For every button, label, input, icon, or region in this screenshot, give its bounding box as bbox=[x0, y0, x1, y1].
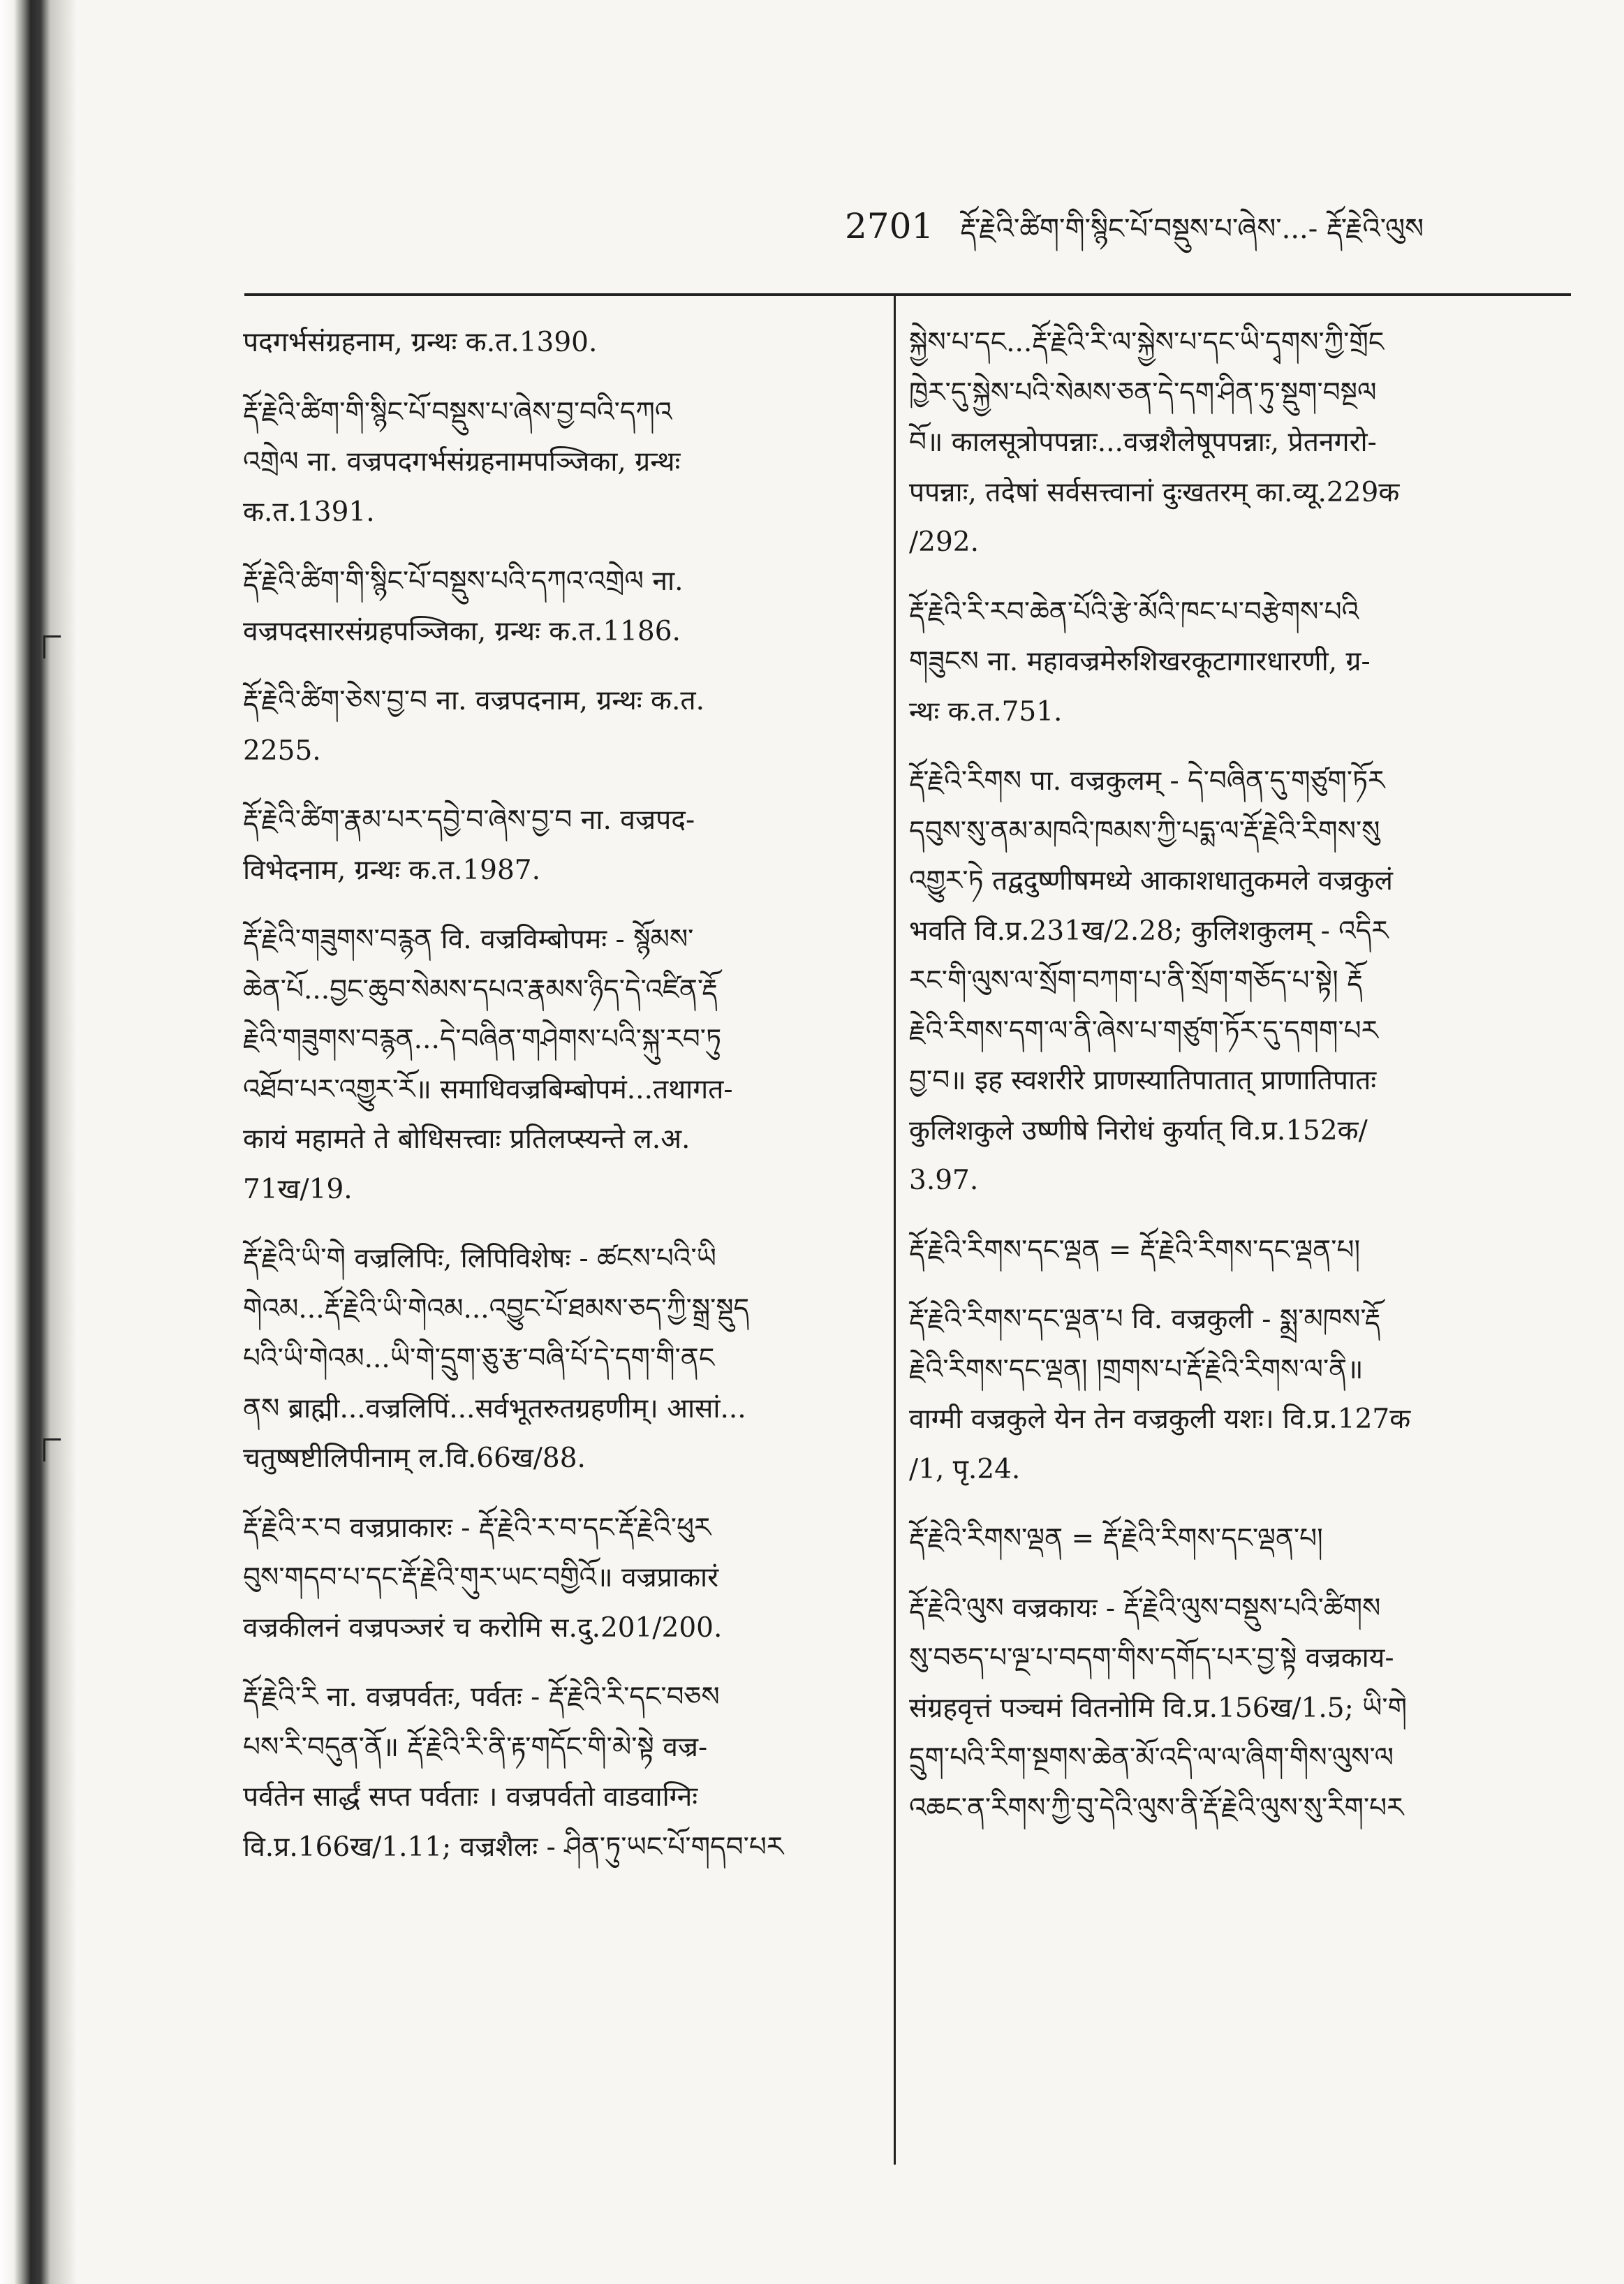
entry-line: རང་གི་ལུས་ལ་སྲོག་བཀག་པ་ནི་སྲོག་གཅོད་པ་སྟེ། རྡོ bbox=[909, 965, 1363, 996]
right-column bbox=[909, 318, 1572, 1852]
entry-line: རྗེའི་གཟུགས་བརྙན...དེ་བཞིན་གཤེགས་པའི་སྐུ་རབ་ཏུ bbox=[243, 1024, 722, 1055]
entry-line: པས་རི་བདུན་ནོ॥ རྡོ་རྗེའི་རི་ནི་རྟ་གདོང་གི་མེ་སྟེ वज्र- bbox=[243, 1731, 708, 1763]
entry-line: वि.प्र.166ख/1.11; वज्रशैलः - ཤིན་ཏུ་ཡང་པོ་གདབ་པར bbox=[243, 1831, 784, 1863]
entry-line: པའི་ཡི་གེའམ...ཡི་གེ་དྲུག་ཅུ་རྩ་བཞི་པོ་དེ་དག་གི་ནང bbox=[243, 1343, 715, 1374]
entry-line: རྡོ་རྗེའི་རི ना. वज्रपर्वतः, पर्वतः - རྡོ་རྗེའི་རི་དང་བཅས bbox=[243, 1681, 720, 1713]
entry-line: རྡོ་རྗེའི་ཚིག་རྣམ་པར་དབྱེ་བ་ཞེས་བྱ་བ ना. वज्रपद- bbox=[243, 804, 695, 836]
dictionary-entry bbox=[243, 318, 875, 368]
entry-line: བྱ་བ॥ इह स्वशरीरे प्राणस्यातिपातात् प्राणातिपातः bbox=[909, 1065, 1377, 1096]
dictionary-entry bbox=[909, 1225, 1572, 1276]
dictionary-entry bbox=[243, 388, 875, 538]
entry-line: वाग्मी वज्रकुले येन तेन वज्रकुली यशः। वि.प्र.127क bbox=[909, 1403, 1411, 1435]
running-title: རྡོ་རྗེའི་ཚིག་གི་སྙིང་པོ་བསྡུས་པ་ཞེས་...- རྡོ་རྗེའི་ལུས bbox=[960, 213, 1424, 245]
left-column bbox=[243, 318, 875, 1892]
entry-line: विभेदनाम, ग्रन्थः क.त.1987. bbox=[243, 854, 541, 886]
entry-line: རྡོ་རྗེའི་རིགས पा. वज्रकुलम् - དེ་བཞིན་དུ་གཙུག་ཏོར bbox=[909, 765, 1385, 797]
entry-line: རྗེའི་རིགས་དང་ལྡན། །གྲགས་པ་རྡོ་རྗེའི་རིགས་ལ་ནི॥ bbox=[909, 1353, 1364, 1385]
entry-line: རྡོ་རྗེའི་རིགས་དང་ལྡན = རྡོ་རྗེའི་རིགས་དང་ལྡན་པ། bbox=[909, 1234, 1361, 1266]
entry-line: 2255. bbox=[243, 735, 321, 767]
entry-line: སུ་བཅད་པ་ལྔ་པ་བདག་གིས་དགོད་པར་བྱ་སྟེ वज्रकाय- bbox=[909, 1642, 1394, 1674]
dictionary-entry bbox=[909, 756, 1572, 1206]
dictionary-entry bbox=[243, 915, 875, 1214]
entry-line: འགྱུར་ཏེ तद्वदुष्णीषमध्ये आकाशधातुकमले वज्रकुलं bbox=[909, 865, 1393, 897]
dictionary-entry bbox=[909, 1295, 1572, 1494]
binding-mark bbox=[43, 635, 61, 658]
entry-line: བུས་གདབ་པ་དང་རྡོ་རྗེའི་གུར་ཡང་བགྱིའོ॥ वज्रप्राकारं bbox=[243, 1562, 719, 1593]
dictionary-entry bbox=[243, 676, 875, 776]
entry-line: 3.97. bbox=[909, 1165, 979, 1196]
entry-line: /292. bbox=[909, 526, 979, 558]
entry-line: རྡོ་རྗེའི་ཚིག་གི་སྙིང་པོ་བསྡུས་པའི་དཀའ་འགྲེལ ना. bbox=[243, 566, 684, 597]
entry-line: འཐོབ་པར་འགྱུར་རོ॥ समाधिवज्रबिम्बोपमं...तथागत- bbox=[243, 1073, 733, 1105]
entry-line: ནས ब्राह्मी...वज्रलिपिं...सर्वभूतरुतग्रहणीम्। आसां... bbox=[243, 1392, 746, 1424]
entry-line: कायं महामते ते बोधिसत्त्वाः प्रतिलप्स्यन्ते ल.अ. bbox=[243, 1123, 691, 1155]
entry-line: वज्रकीलनं वज्रपञ्जरं च करोमि स.दु.201/200. bbox=[243, 1612, 723, 1644]
entry-line: སྐྱེས་པ་དང...རྡོ་རྗེའི་རི་ལ་སྐྱེས་པ་དང་ཡི་དྭགས་ཀྱི་གྲོང bbox=[909, 327, 1385, 358]
entry-line: न्थः क.त.751. bbox=[909, 695, 1063, 728]
entry-line: རྡོ་རྗེའི་ལུས वज्रकायः - རྡོ་རྗེའི་ལུས་བསྡུས་པའི་ཚིགས bbox=[909, 1592, 1381, 1624]
entry-line: चतुष्षष्टीलिपीनाम् ल.वि.66ख/88. bbox=[243, 1443, 586, 1474]
entry-line: རྡོ་རྗེའི་ཚིག་གི་སྙིང་པོ་བསྡུས་པ་ཞེས་བྱ་བའི་དཀའ bbox=[243, 396, 672, 428]
dictionary-entry bbox=[909, 1584, 1572, 1834]
entry-line: पदगर्भसंग्रहनाम, ग्रन्थः क.त.1390. bbox=[243, 327, 598, 358]
entry-line: རྡོ་རྗེའི་རི་རབ་ཆེན་པོའི་རྩེ་མོའི་ཁང་པ་བརྩེགས་པའི bbox=[909, 596, 1359, 628]
entry-line: དྲུག་པའི་རིག་སྔགས་ཆེན་མོ་འདི་ལ་ལ་ཞིག་གིས་ལུས་ལ bbox=[909, 1742, 1394, 1774]
entry-line: བོ॥ कालसूत्रोपपन्नाः...वज्रशैलेषूपपन्नाः, प्रेतनगरो- bbox=[909, 427, 1377, 458]
entry-line: पर्वतेन सार्द्धं सप्त पर्वताः । वज्रपर्वतो वाडवाग्निः bbox=[243, 1781, 698, 1813]
entry-line: वज्रपदसारसंग्रहपञ्जिका, ग्रन्थः क.त.1186. bbox=[243, 615, 681, 647]
entry-line: /1, पृ.24. bbox=[909, 1453, 1021, 1485]
entry-line: ཆེན་པོ...བྱང་ཆུབ་སེམས་དཔའ་རྣམས་ཉིད་དེ་འཛིན་རྡོ bbox=[243, 973, 718, 1005]
entry-line: भवति वि.प्र.231ख/2.28; कुलिशकुलम् - འདིར bbox=[909, 915, 1389, 947]
dictionary-entry bbox=[243, 795, 875, 895]
binding-mark bbox=[43, 1438, 61, 1461]
entry-line: རྡོ་རྗེའི་ཚིག་ཅེས་བྱ་བ ना. वज्रपदनाम, ग्रन्थः क.त. bbox=[243, 685, 705, 716]
dictionary-entry bbox=[243, 1672, 875, 1872]
page-number: 2701 bbox=[845, 206, 934, 246]
page-header bbox=[845, 197, 1564, 253]
entry-line: འཆང་ན་རིགས་ཀྱི་བུ་དེའི་ལུས་ནི་རྡོ་རྗེའི་ལུས་སུ་རིག་པར bbox=[909, 1792, 1404, 1824]
entry-line: རྡོ་རྗེའི་གཟུགས་བརྙན वि. वज्रविम्बोपमः - སྙོམས་ bbox=[243, 924, 694, 955]
entry-line: གཟུངས ना. महावज्रमेरुशिखरकूटागारधारणी, ग्र- bbox=[909, 646, 1371, 677]
dictionary-entry bbox=[243, 1503, 875, 1653]
dictionary-entry bbox=[243, 557, 875, 656]
entry-line: རྡོ་རྗེའི་ར་བ वज्रप्राकारः - རྡོ་རྗེའི་ར་བ་དང་རྡོ་རྗེའི་ཕུར bbox=[243, 1512, 711, 1544]
book-binding-edge bbox=[0, 0, 77, 2284]
entry-line: གེའམ...རྡོ་རྗེའི་ཡི་གེའམ...འབྱུང་པོ་ཐམས་ཅད་ཀྱི་སྒྲ་སྡུད bbox=[243, 1292, 750, 1325]
entry-line: འགྲེལ ना. वज्रपदगर्भसंग्रहनामपञ्जिका, ग्रन्थः bbox=[243, 446, 681, 478]
entry-line: कुलिशकुले उष्णीषे निरोधं कुर्यात् वि.प्र.152क/ bbox=[909, 1114, 1368, 1147]
entry-line: पपन्नाः, तदेषां सर्वसत्त्वानां दुःखतरम् का.व्यू.229क bbox=[909, 476, 1400, 508]
entry-line: क.त.1391. bbox=[243, 496, 375, 528]
dictionary-entry bbox=[243, 1234, 875, 1484]
entry-line: 71ख/19. bbox=[243, 1173, 353, 1205]
column-divider bbox=[894, 293, 896, 2165]
entry-line: རྡོ་རྗེའི་ཡི་གེ वज्रलिपिः, लिपिविशेषः - ཚངས་པའི་ཡི bbox=[243, 1243, 716, 1274]
dictionary-entry bbox=[909, 587, 1572, 737]
dictionary-entry bbox=[909, 1514, 1572, 1564]
entry-line: དབུས་སུ་ནམ་མཁའི་ཁམས་ཀྱི་པདྨ་ལ་རྡོ་རྗེའི་རིགས་སུ bbox=[909, 815, 1380, 847]
dictionary-entry bbox=[909, 318, 1572, 568]
entry-line: རྡོ་རྗེའི་རིགས་དང་ལྡན་པ वि. वज्रकुली - སྨྲ་མཁས་རྡོ bbox=[909, 1304, 1381, 1335]
header-rule bbox=[244, 293, 1571, 296]
entry-line: རྡོ་རྗེའི་རིགས་ལྡན = རྡོ་རྗེའི་རིགས་དང་ལྡན་པ། bbox=[909, 1523, 1323, 1554]
entry-line: संग्रहवृत्तं पञ्चमं वितनोमि वि.प्र.156ख/1.5; ཡི་གེ bbox=[909, 1692, 1408, 1724]
entry-line: ཁྱེར་དུ་སྐྱེས་པའི་སེམས་ཅན་དེ་དག་ཤིན་ཏུ་སྡུག་བསྔལ bbox=[909, 376, 1377, 408]
entry-line: རྗེའི་རིགས་དག་ལ་ནི་ཞེས་པ་གཙུག་ཏོར་དུ་དགག་པར bbox=[909, 1015, 1378, 1047]
